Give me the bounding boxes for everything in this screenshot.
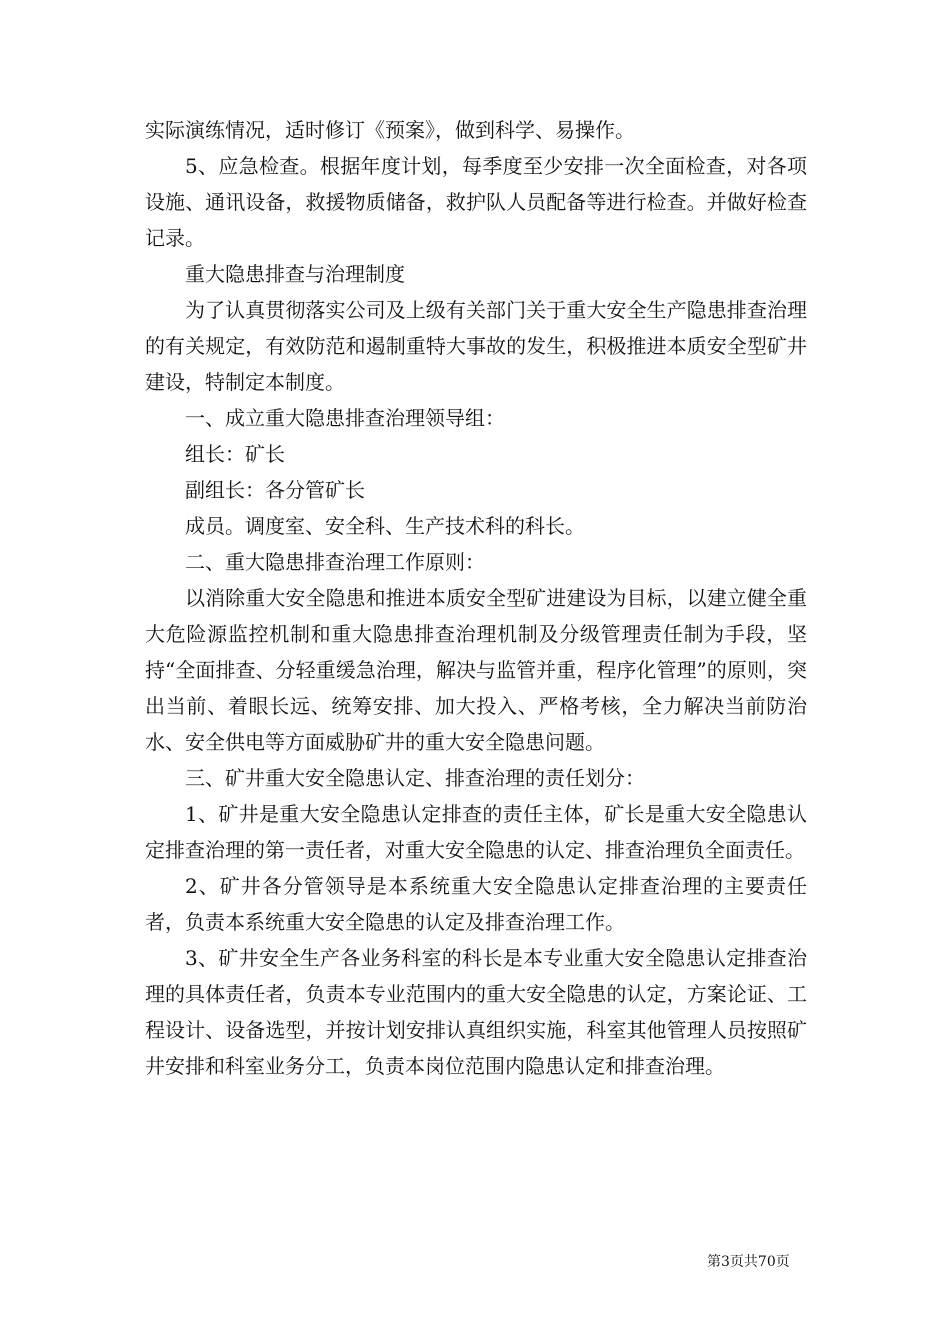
paragraph: 5、应急检查。根据年度计划，每季度至少安排一次全面检查，对各项设施、通讯设备，救援物质储备，救护队人员配备等进行检查。并做好检查记录。	[145, 154, 807, 250]
section-heading: 三、矿井重大安全隐患认定、排查治理的责任划分：	[185, 766, 645, 790]
paragraph: 为了认真贯彻落实公司及上级有关部门关于重大安全生产隐患排查治理的有关规定，有效防范和遏制重特大事故的发生，积极推进本质安全型矿井建设，特制定本制度。	[145, 298, 807, 394]
section-heading: 重大隐患排查与治理制度	[185, 262, 405, 286]
paragraph: 副组长：各分管矿长	[185, 478, 365, 502]
paragraph: 组长：矿长	[185, 442, 285, 466]
paragraph: 以消除重大安全隐患和推进本质安全型矿进建设为目标，以建立健全重大危险源监控机制和重大隐患排查治理机制及分级管理责任制为手段，坚持“全面排查、分轻重缓急治理，解决与监管并重，程序化管理”的原则，突出当前、着眼长远、统筹安排、加大投入、严格考核，全力解决当前防治水、安全供电等方面威胁矿井的重大安全隐患问题。	[145, 586, 807, 754]
paragraph: 2、矿井各分管领导是本系统重大安全隐患认定排查治理的主要责任者，负责本系统重大安全隐患的认定及排查治理工作。	[145, 874, 807, 934]
page-number: 第3页共70页	[707, 1254, 790, 1270]
paragraph: 成员。调度室、安全科、生产技术科的科长。	[185, 514, 585, 538]
paragraph: 3、矿井安全生产各业务科室的科长是本专业重大安全隐患认定排查治理的具体责任者，负责本专业范围内的重大安全隐患的认定，方案论证、工程设计、设备选型，并按计划安排认真组织实施，科室其他管理人员按照矿井安排和科室业务分工，负责本岗位范围内隐患认定和排查治理。	[145, 946, 807, 1078]
section-heading: 一、成立重大隐患排查治理领导组：	[185, 406, 505, 430]
paragraph: 实际演练情况，适时修订《预案》，做到科学、易操作。	[145, 118, 635, 142]
document-body	[145, 112, 807, 1084]
paragraph: 1、矿井是重大安全隐患认定排查的责任主体，矿长是重大安全隐患认定排查治理的第一责任者，对重大安全隐患的认定、排查治理负全面责任。	[145, 802, 807, 862]
section-heading: 二、重大隐患排查治理工作原则：	[185, 550, 485, 574]
